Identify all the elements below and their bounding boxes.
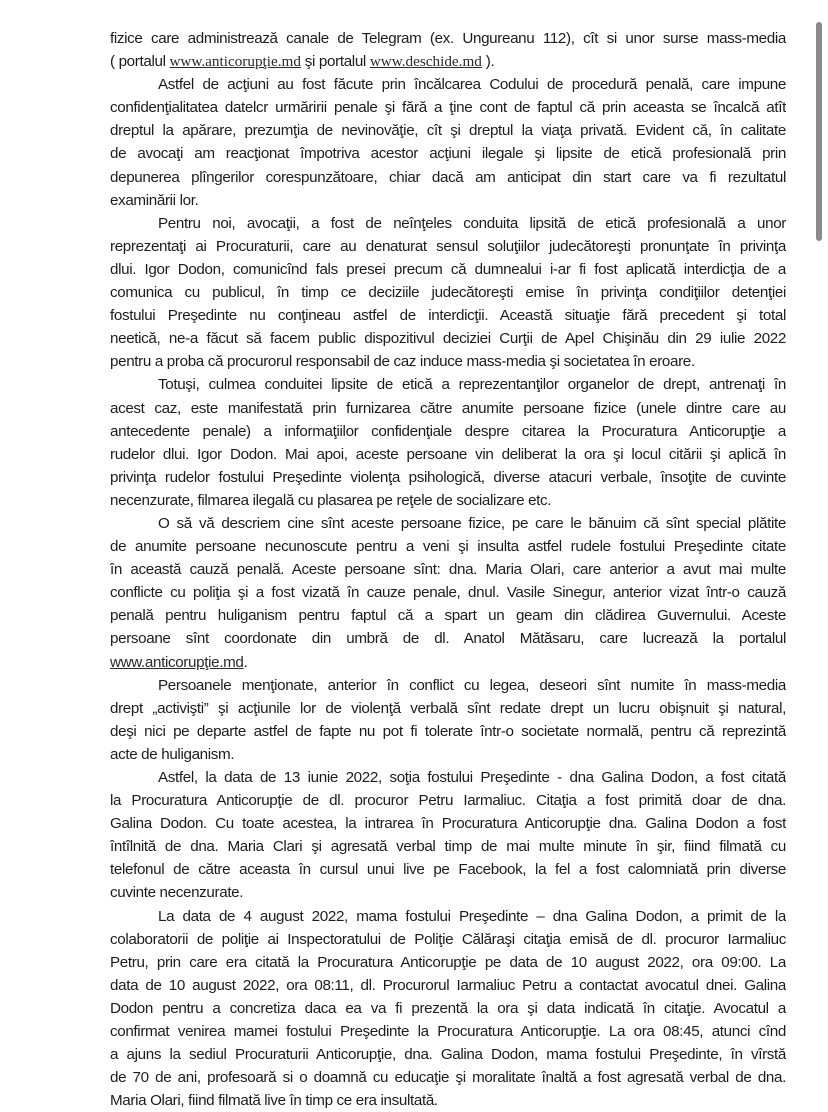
text-line: rudelor dlui. Igor Dodon. Mai apoi, aceste persoane vin deliberat la ora şi locul citării şi aplică în — [110, 445, 786, 463]
text-line: la Procuratura Anticorupţie de dl. procuror Petru Iarmaliuc. Citaţia a fost primită doar de dna. — [110, 792, 786, 810]
anticoruptie-link[interactable]: www.anticorupţie.md — [110, 653, 244, 671]
text-line: confidenţialitatea datelcr urmăririi penale şi fără a ţine cont de faptul că prin aceasta se încalcă atît — [110, 99, 786, 117]
text-line: penală pentru huliganism pentru faptul că a spart un geam din clădirea Guvernului. Aceste — [110, 607, 786, 625]
text-line — [110, 651, 786, 674]
text-line: confirmat venirea mamei fostului Preşedinte la Procuratura Anticorupţie. La ora 08:45, atunci cînd — [110, 1023, 786, 1041]
text-line: neetică, ne-a făcut să facem public dispozitivul deciziei Curţii de Apel Chişinău din 29 iulie 2022 — [110, 330, 786, 348]
text-line: deşi nici pe departe astfel de fapte nu pot fi tolerate într-o societate normală, pentru că reprezintă — [110, 722, 786, 740]
text-line: întîlnită de dna. Maria Clari şi agresată verbal timp de mai multe minute în şir, fiind filmată cu — [110, 838, 786, 856]
text-line: examinării lor. — [110, 191, 199, 209]
paragraph — [110, 373, 786, 512]
text-line: acte de huliganism. — [110, 745, 235, 763]
text-line: colaboratorii de poliţie ai Inspectoratului de Poliţie Călăraşi citaţia emisă de dl. procuror Iarmaliuc — [110, 930, 786, 948]
text-line: dlui. Igor Dodon, comunicînd fals presei precum că dumnealui i-ar fi fost aplicată interdicţia de a — [110, 260, 786, 278]
paragraph — [110, 674, 786, 766]
text-line: dreptul la apărare, prezumţia de nevinovăţie, cît şi dreptul la viaţa privată. Evident că, în calitate — [110, 122, 786, 140]
text-line: Persoanele menţionate, anterior în conflict cu legea, deseori sînt numite în mass-media — [158, 676, 786, 694]
deschide-link[interactable]: www.deschide.md — [369, 53, 482, 71]
text-line: de 70 de ani, profesoară si o doamnă cu educaţie şi moralitate înaltă a fost agresată verbal de dna. — [110, 1069, 786, 1087]
text-line: O să vă descriem cine sînt aceste persoane fizice, pe care le bănuim că sînt special plătite — [158, 514, 786, 532]
text-fragment: ( portalul — [110, 53, 170, 71]
vertical-scrollbar[interactable] — [816, 22, 822, 241]
text-line: conflicte cu poliţia şi a fost vizată în cauze penale, dnul. Vasile Sinegur, anterior vizat într-o cauză — [110, 584, 786, 602]
text-line: Petru, prin care era citată la Procuratura Anticorupţie pe data de 10 august 2022, ora 09:00. La — [110, 953, 786, 971]
text-line: La data de 4 august 2022, mama fostului Preşedinte – dna Galina Dodon, a primit de la — [158, 907, 786, 925]
text-line: Maria Olari, fiind filmată live în timp ce era insultată. — [110, 1092, 438, 1110]
text-line: fostului Preşedinte nu conţineau astfel de interdicţii. Această situaţie fără precedent şi total — [110, 307, 786, 325]
text-line: persoane sînt coordonate din umbră de dl. Anatol Mătăsaru, care lucrează la portalul — [110, 630, 786, 648]
text-line: antecedente penale) a informaţiilor confidenţiale despre citarea la Procuratura Anticorupţie a — [110, 422, 786, 440]
paragraph — [110, 766, 786, 905]
text-line: cuvinte necenzurate. — [110, 884, 244, 902]
text-line: în această cauză penală. Aceste persoane sînt: dna. Maria Olari, care anterior a avut mai multe — [110, 561, 786, 579]
text-fragment: ). — [481, 53, 495, 71]
text-fragment: şi portalul — [300, 53, 370, 71]
text-line: necenzurate, filmarea ilegală cu plasarea pe reţele de socializare etc. — [110, 491, 552, 509]
anticoruptie-link[interactable]: www.anticorupţie.md — [169, 53, 301, 71]
document-page — [110, 27, 786, 1112]
text-line: reprezentaţi ai Procuraturii, care au denaturat sensul soluţiilor judecătoreşti pronunţate în privinţa — [110, 237, 786, 255]
text-line: Astfel de acţiuni au fost făcute prin încălcarea Codului de procedură penală, care impune — [158, 76, 786, 94]
text-line — [110, 50, 786, 73]
text-line: comunica cu publicul, în timp ce deciziile judecătoreşti emise în privinţa condiţiilor detenţiei — [110, 284, 786, 302]
text-line: fizice care administrează canale de Telegram (ex. Ungureanu 112), cît si unor surse mass-media — [110, 30, 786, 47]
text-line: Pentru noi, avocaţii, a fost de neînţeles conduita lipsită de etică profesională a unor — [158, 214, 786, 232]
text-line: drept „activişti” şi acţiunile lor de violenţă verbală sînt redate drept un lucru obişnuit şi natural, — [110, 699, 786, 717]
text-line: data de 10 august 2022, ora 08:11, dl. Procurorul Iarmaliuc Petru a contactat avocatul dnei. Galina — [110, 976, 786, 994]
text-line: a ajuns la sediul Procuraturii Anticorupţie, dna. Galina Dodon, mama fostului Preşedinte, în vîrstă — [110, 1046, 786, 1064]
paragraph — [110, 73, 786, 212]
text-line: depunerea plîngerilor corespunzătoare, chiar dacă am anticipat din start care va fi rezultatul — [110, 168, 786, 186]
text-line: Galina Dodon. Cu toate acestea, la intrarea în Procuratura Anticorupţie dna. Galina Dodon a fost — [110, 815, 786, 833]
text-line: Dodon pentru a concretiza daca ea va fi prezentă la ora şi data indicată în citaţie. Avocatul a — [110, 999, 786, 1017]
text-fragment: . — [243, 653, 248, 671]
text-line: Totuşi, culmea conduitei lipsite de etică a reprezentanţilor organelor de drept, antrenaţi în — [158, 376, 786, 394]
text-line: acest caz, este manifestată prin furnizarea către anumite persoane fizice (unele dintre care au — [110, 399, 786, 417]
paragraph — [110, 512, 786, 674]
text-line: telefonul de către aceasta în cursul unui live pe Facebook, la fel a fost calomniată prin diverse — [110, 861, 786, 879]
paragraph — [110, 212, 786, 374]
text-line: Astfel, la data de 13 iunie 2022, soţia fostului Preşedinte - dna Galina Dodon, a fost citată — [158, 769, 786, 786]
paragraph — [110, 27, 786, 73]
text-line: privinţa rudelor fostului Preşedinte violenţa psihologică, diverse atacuri verbale, însoţite de cuvinte — [110, 468, 786, 486]
paragraph — [110, 905, 786, 1112]
text-line: pentru a proba că procurorul responsabil de caz induce mass-media şi societatea în eroare. — [110, 353, 695, 371]
text-line: de anumite persoane necunoscute pentru a veni şi insulta astfel rudele fostului Preşedinte citate — [110, 538, 786, 556]
text-line: de avocaţi am reacţionat împotriva acestor acţiuni ilegale şi lipsite de etică profesională prin — [110, 145, 786, 163]
